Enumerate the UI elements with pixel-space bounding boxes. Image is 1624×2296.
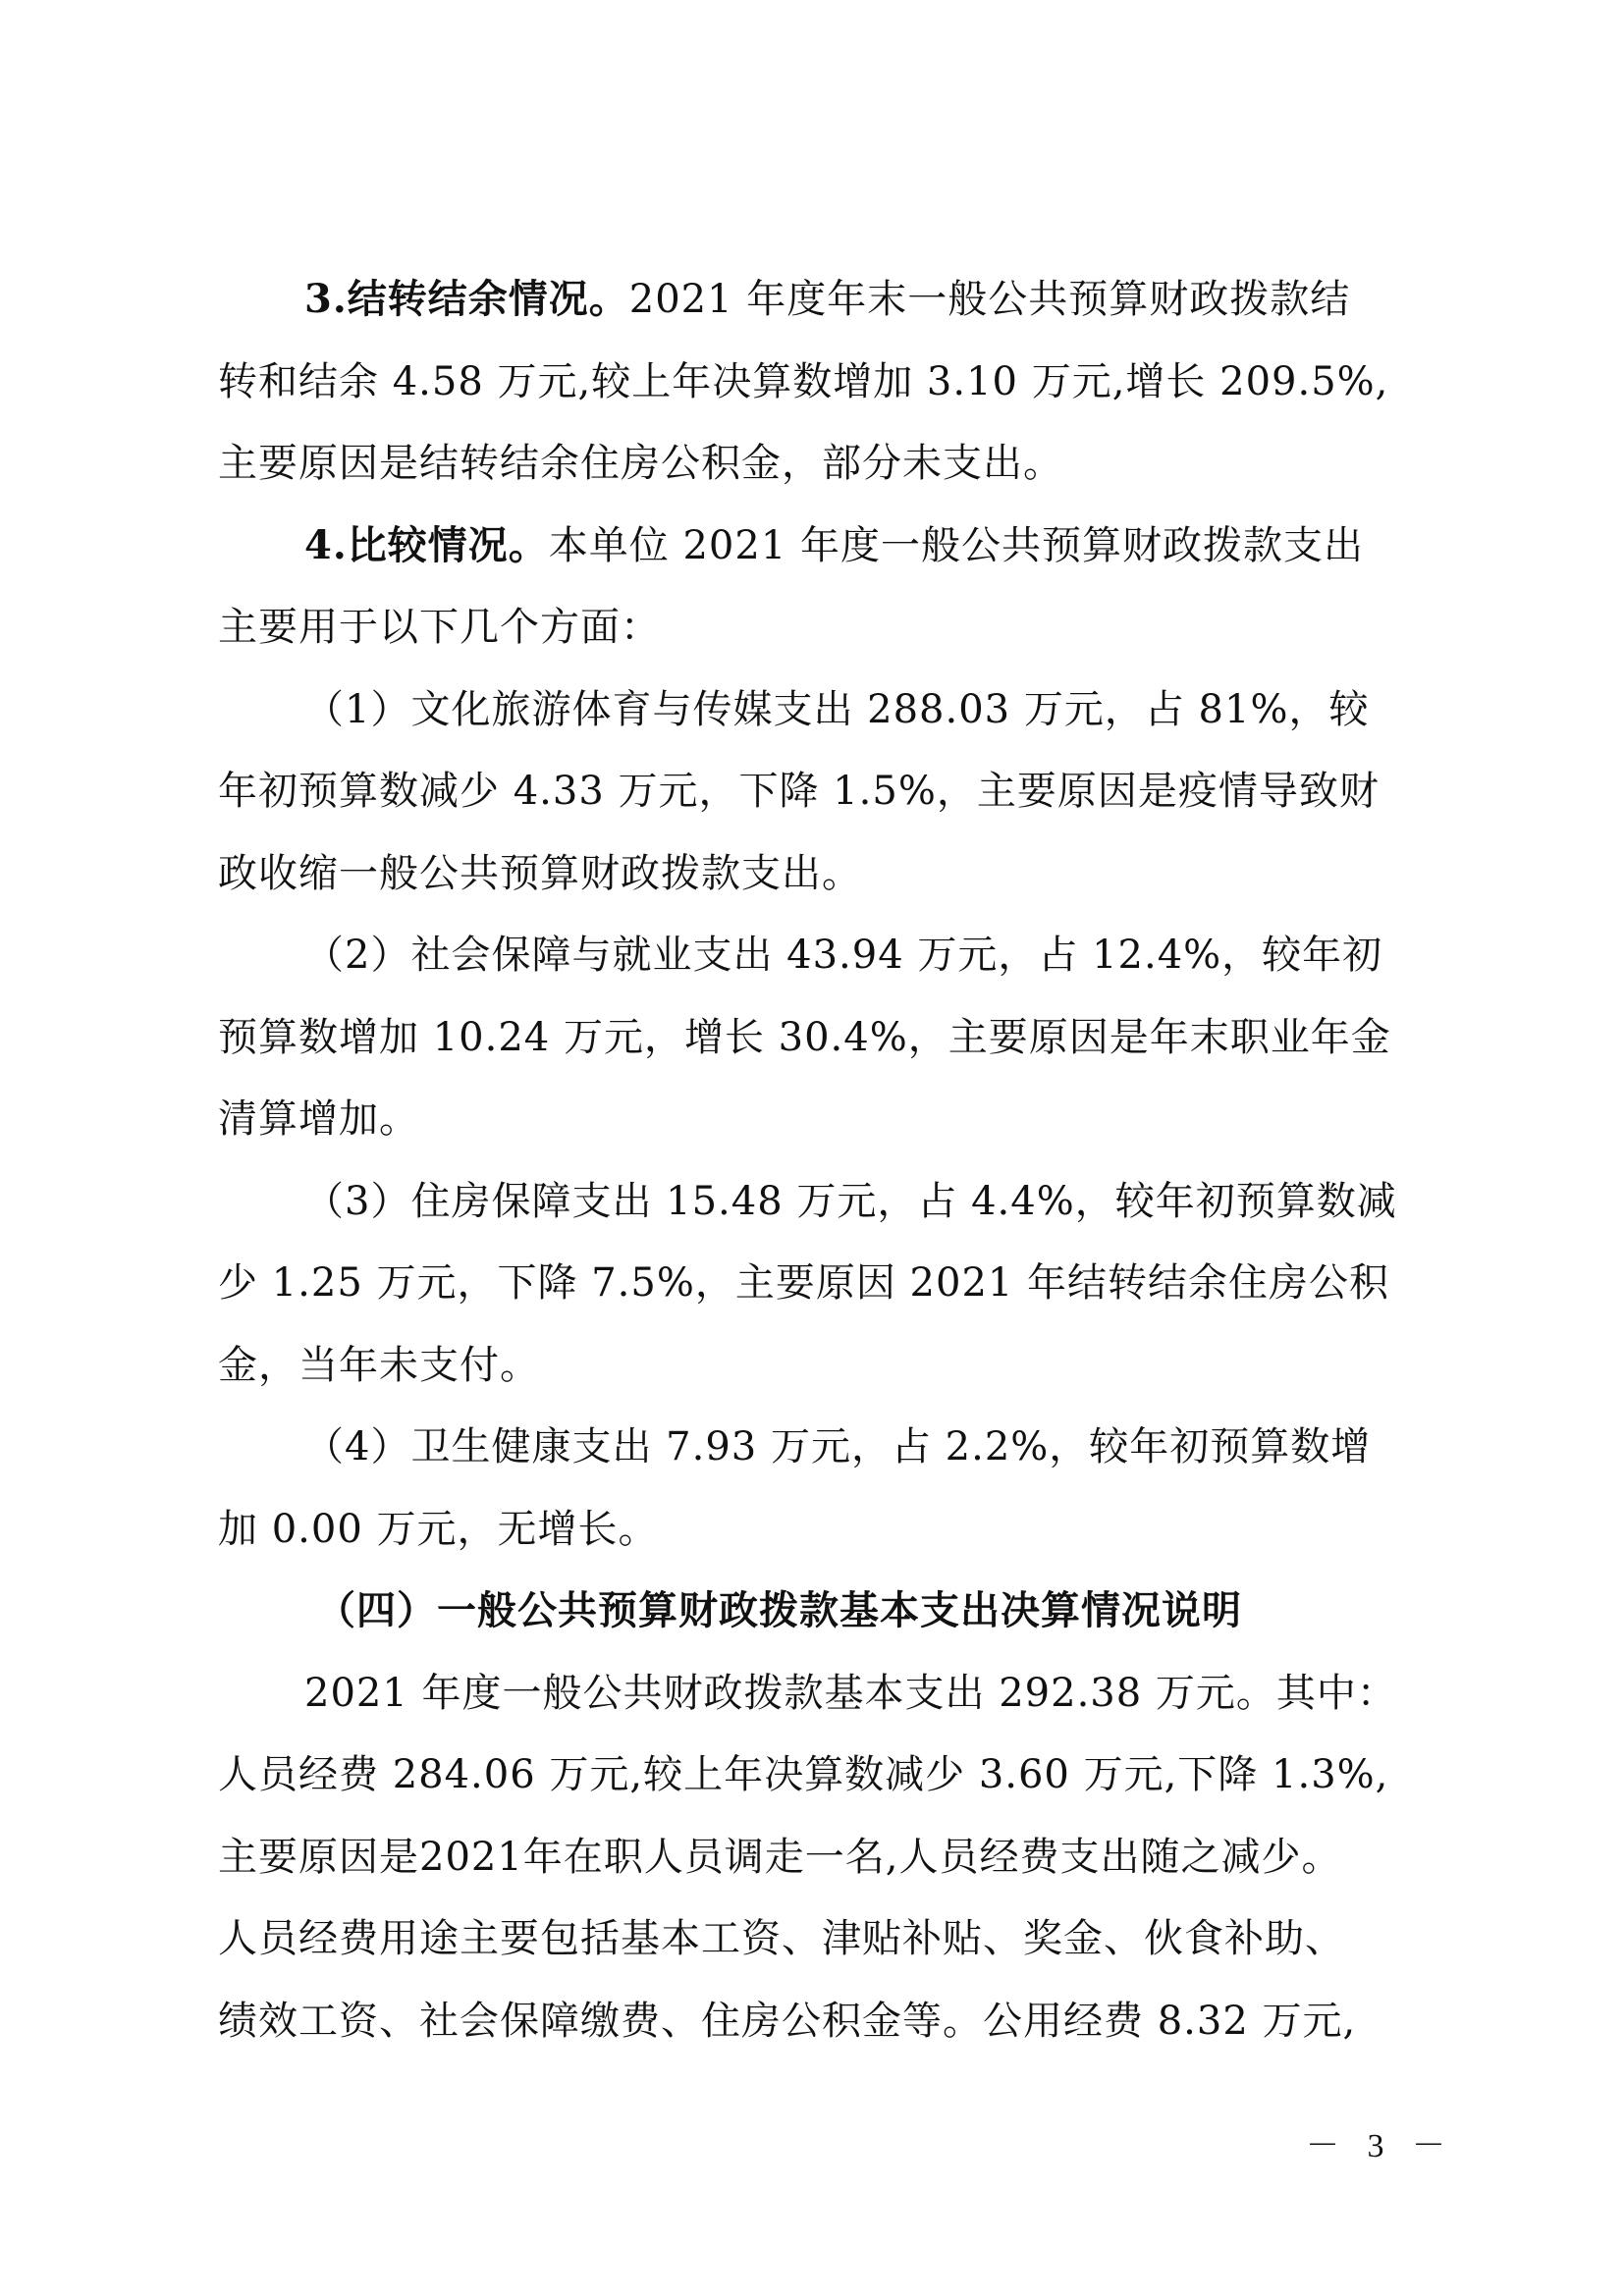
paragraph-line: 2021 年度一般公共财政拨款基本支出 292.38 万元。其中： [304, 1670, 1397, 1716]
list-item-health [218, 1415, 1414, 1578]
paragraph-line [218, 513, 1414, 596]
list-item-housing [218, 1169, 1414, 1415]
paragraph-line: （1）文化旅游体育与传媒支出 288.03 万元，占 81%，较 [304, 686, 1370, 732]
paragraph-line: 人员经费 284.06 万元,较上年决算数减少 3.60 万元,下降 1.3%, [218, 1752, 1389, 1797]
paragraph-line: 主要原因是2021年在职人员调走一名,人员经费支出随之减少。 [218, 1834, 1342, 1880]
paragraph-line: 转和结余 4.58 万元,较上年决算数增加 3.10 万元,增长 209.5%, [218, 358, 1389, 404]
page-number: － 3 － [1306, 2128, 1455, 2164]
document-page [218, 267, 1414, 2070]
paragraph-carryover [218, 267, 1414, 513]
paragraph-line: 政收缩一般公共预算财政拨款支出。 [218, 850, 862, 896]
paragraph-lead: 3.结转结余情况。 [304, 276, 629, 322]
paragraph-line: 少 1.25 万元，下降 7.5%，主要原因 2021 年结转结余住房公积 [218, 1260, 1390, 1306]
paragraph-text: 2021 年度年末一般公共预算财政拨款结 [628, 277, 1351, 322]
paragraph-line: 金，当年未支付。 [218, 1342, 540, 1388]
paragraph-line: （2）社会保障与就业支出 43.94 万元，占 12.4%，较年初 [304, 933, 1383, 978]
paragraph-line: 主要用于以下几个方面： [218, 605, 661, 650]
paragraph-comparison [218, 513, 1414, 677]
paragraph-line: 加 0.00 万元，无增长。 [218, 1506, 659, 1552]
list-item-culture-tourism [218, 677, 1414, 924]
paragraph-line: 绩效工资、社会保障缴费、住房公积金等。公用经费 8.32 万元, [218, 1998, 1357, 2044]
paragraph-line: 人员经费用途主要包括基本工资、津贴补贴、奖金、伙食补助、 [218, 1916, 1345, 1961]
list-item-social-security [218, 923, 1414, 1169]
paragraph-line: 年初预算数减少 4.33 万元，下降 1.5%，主要原因是疫情导致财 [218, 769, 1380, 814]
paragraph-line: （4）卫生健康支出 7.93 万元，占 2.2%，较年初预算数增 [304, 1424, 1372, 1469]
paragraph-basic-expenditure [218, 1661, 1414, 2071]
paragraph-line: 清算增加。 [218, 1096, 419, 1142]
paragraph-text: 本单位 2021 年度一般公共预算财政拨款支出 [548, 522, 1364, 568]
paragraph-line: 预算数增加 10.24 万元，增长 30.4%，主要原因是年末职业年金 [218, 1014, 1391, 1060]
section-heading: （四）一般公共预算财政拨款基本支出决算情况说明 [316, 1587, 1242, 1633]
paragraph-line: （3）住房保障支出 15.48 万元，占 4.4%，较年初预算数减 [304, 1178, 1397, 1224]
paragraph-line [218, 267, 1414, 349]
paragraph-line: 主要原因是结转结余住房公积金，部分未支出。 [218, 441, 1063, 486]
paragraph-lead: 4.比较情况。 [304, 521, 549, 568]
